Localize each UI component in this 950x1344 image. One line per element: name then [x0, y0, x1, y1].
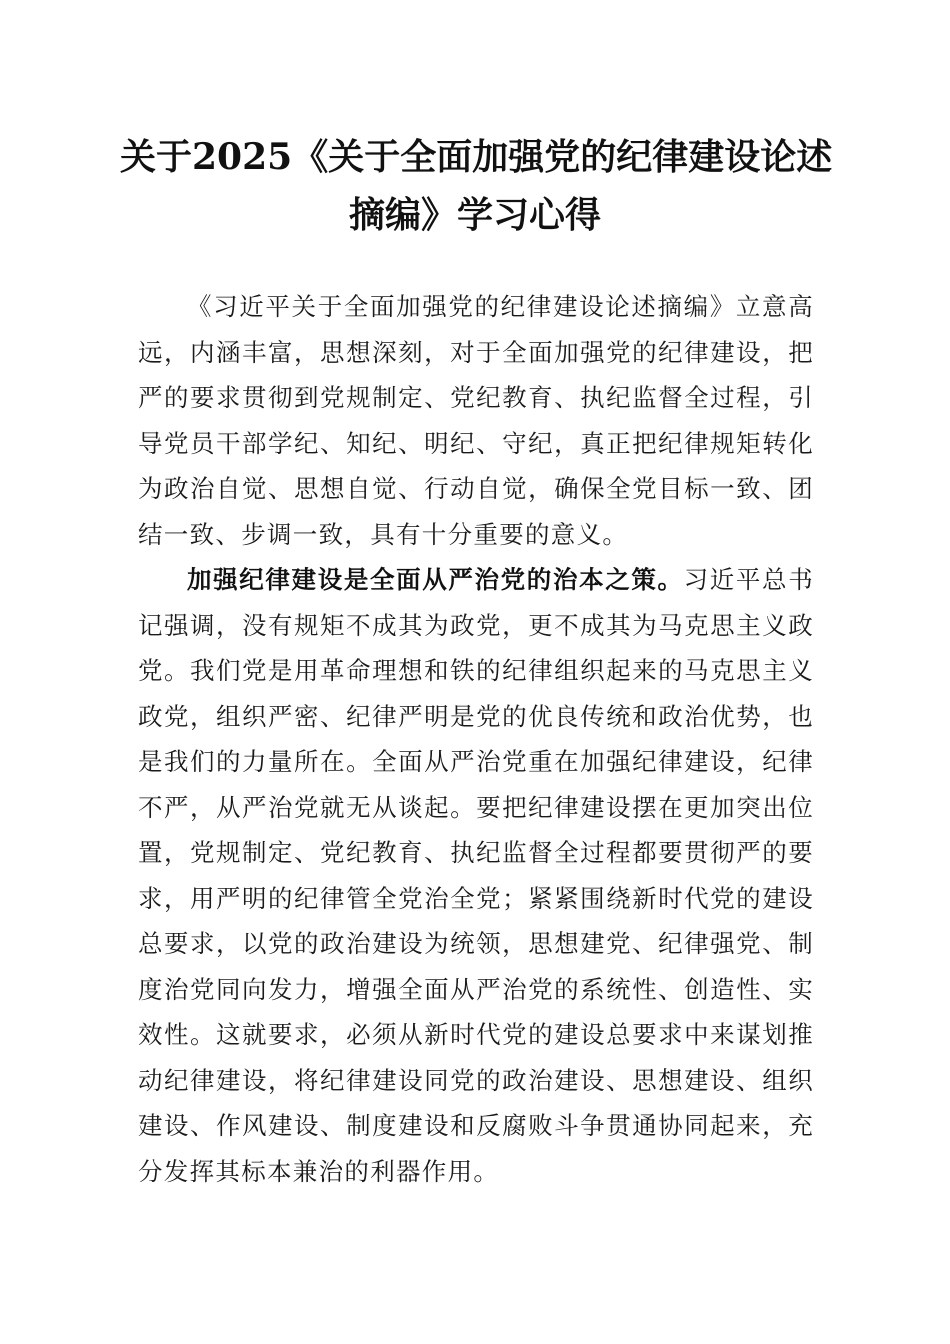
title-line-2: 摘编》学习心得 — [348, 194, 601, 236]
title-line-1: 关于2025《关于全面加强党的纪律建设论述 — [120, 136, 833, 178]
paragraph-discipline — [138, 557, 814, 1194]
document-title — [120, 128, 833, 244]
paragraph-text: 习近平总书记强调，没有规矩不成其为政党，更不成其为马克思主义政党。我们党是用革命理想和铁的纪律组织起来的马克思主义政党，组织严密、纪律严明是党的优良传统和政治优势，也是我们的力量所在。全面从严治党重在加强纪律建设，纪律不严，从严治党就无从谈起。要把纪律建设摆在更加突出位置，党规制定、党纪教育、执纪监督全过程都要贯彻严的要求，用严明的纪律管全党治全党；紧紧围绕新时代党的建设总要求，以党的政治建设为统领，思想建党、纪律强党、制度治党同向发力，增强全面从严治党的系统性、创造性、实效性。这就要求，必须从新时代党的建设总要求中来谋划推动纪律建设，将纪律建设同党的政治建设、思想建设、组织建设、作风建设、制度建设和反腐败斗争贯通协同起来，充分发挥其标本兼治的利器作用。 — [138, 565, 814, 1186]
document-body — [138, 284, 814, 1194]
paragraph-text: 《习近平关于全面加强党的纪律建设论述摘编》立意高远，内涵丰富，思想深刻，对于全面加强党的纪律建设，把严的要求贯彻到党规制定、党纪教育、执纪监督全过程，引导党员干部学纪、知纪、明纪、守纪，真正把纪律规矩转化为政治自觉、思想自觉、行动自觉，确保全党目标一致、团结一致、步调一致，具有十分重要的意义。 — [138, 292, 814, 549]
paragraph-intro — [138, 284, 814, 557]
paragraph-lead: 加强纪律建设是全面从严治党的治本之策。 — [187, 565, 684, 594]
